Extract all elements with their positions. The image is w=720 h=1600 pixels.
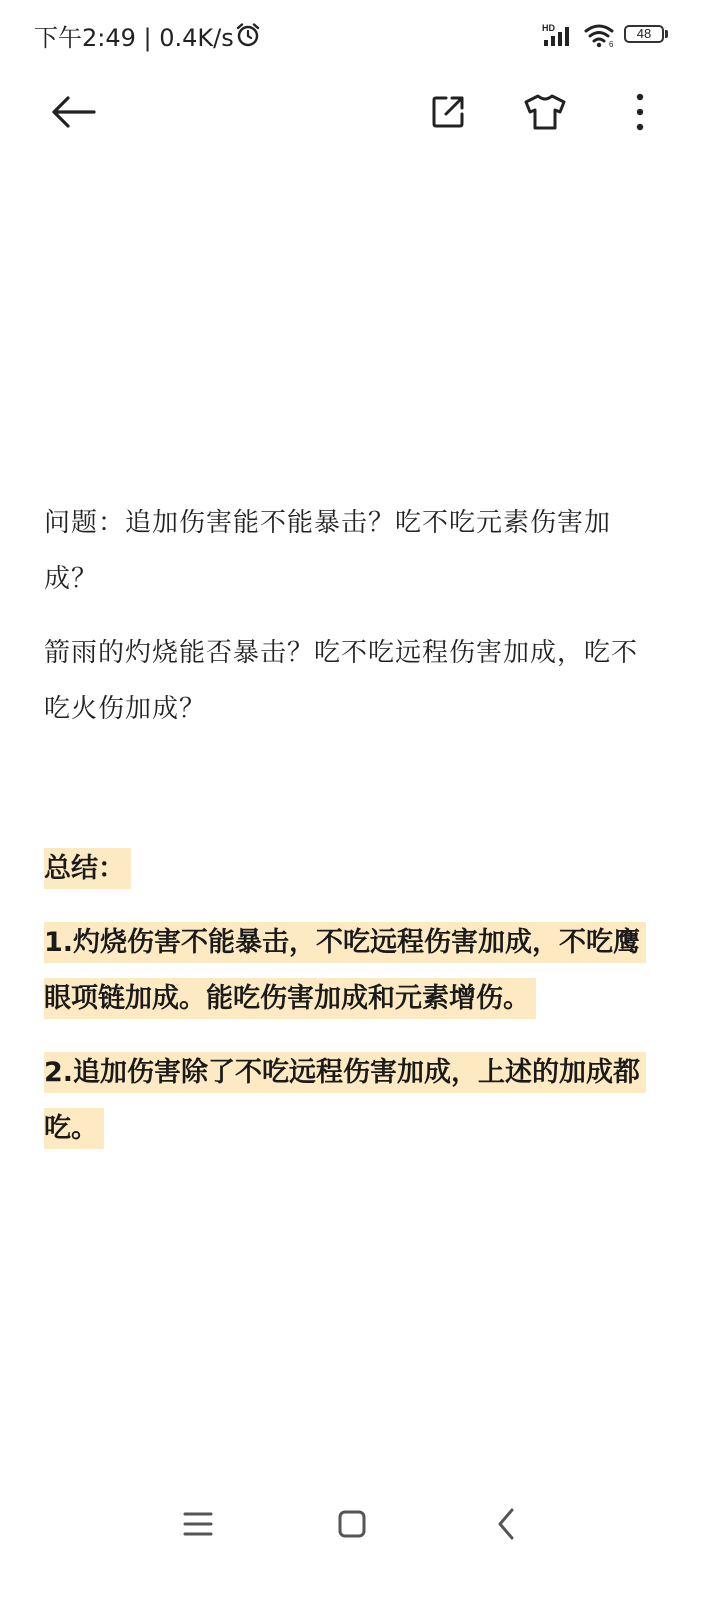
question-paragraph-1: 问题：追加伤害能不能暴击？吃不吃元素伤害加成？ — [44, 508, 612, 594]
summary-block — [44, 841, 664, 1157]
home-square-icon[interactable] — [336, 1504, 368, 1544]
status-time-speed: 下午2:49 | 0.4K/s — [34, 24, 234, 52]
tshirt-icon[interactable] — [520, 88, 570, 136]
back-chevron-icon[interactable] — [494, 1504, 518, 1544]
battery-level: 48 — [636, 26, 652, 41]
system-nav-bar — [0, 1490, 720, 1560]
svg-text:6: 6 — [609, 40, 614, 48]
back-arrow-icon[interactable] — [48, 90, 100, 134]
summary-item-2: 2.追加伤害除了不吃远程伤害加成，上述的加成都吃。 — [44, 1052, 646, 1149]
menu-icon[interactable] — [182, 1504, 214, 1544]
summary-item-1: 1.灼烧伤害不能暴击，不吃远程伤害加成，不吃鹰眼项链加成。能吃伤害加成和元素增伤。 — [44, 922, 646, 1019]
wifi-icon — [584, 22, 616, 48]
share-external-icon[interactable] — [424, 88, 472, 136]
more-vertical-icon[interactable] — [620, 88, 660, 136]
post-content — [44, 495, 664, 1157]
question-paragraph-2: 箭雨的灼烧能否暴击？吃不吃远程伤害加成，吃不吃火伤加成？ — [44, 638, 639, 724]
network-badge: HD — [542, 23, 555, 33]
top-toolbar — [0, 70, 720, 155]
summary-title: 总结： — [44, 848, 131, 889]
battery-icon — [624, 25, 664, 45]
alarm-icon — [235, 22, 261, 48]
signal-icon — [542, 22, 576, 48]
status-bar — [0, 0, 720, 70]
